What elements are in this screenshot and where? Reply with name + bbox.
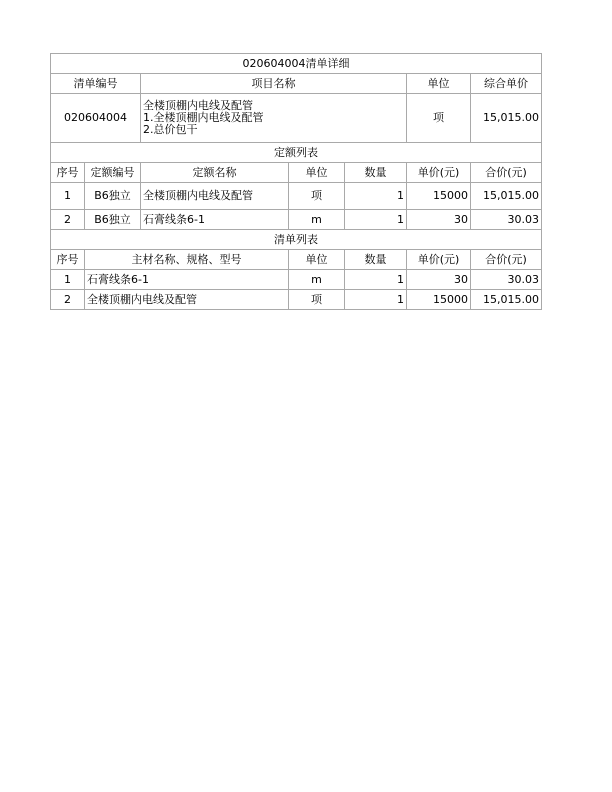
material-section-title: 清单列表 (51, 230, 542, 250)
quota-unit-price: 30 (407, 210, 471, 230)
column-header: 数量 (345, 250, 407, 270)
column-header: 数量 (345, 163, 407, 183)
table-row (51, 210, 542, 230)
material-header-row (51, 250, 542, 270)
item-name-line: 1.全楼顶棚内电线及配管 (143, 111, 264, 124)
bill-unit: 项 (407, 94, 471, 143)
table-row (51, 183, 542, 210)
quota-total-price: 30.03 (471, 210, 542, 230)
material-total-price: 30.03 (471, 270, 542, 290)
bill-composite-price: 15,015.00 (471, 94, 542, 143)
material-unit-price: 15000 (407, 290, 471, 310)
quota-code: B6独立 (85, 210, 141, 230)
column-header: 合价(元) (471, 250, 542, 270)
quota-unit: 项 (289, 183, 345, 210)
column-header: 序号 (51, 163, 85, 183)
material-quantity: 1 (345, 270, 407, 290)
material-section-title-row (51, 230, 542, 250)
row-index: 2 (51, 290, 85, 310)
quota-quantity: 1 (345, 183, 407, 210)
table-row (51, 290, 542, 310)
composite-price-header: 综合单价 (471, 74, 542, 94)
quota-total-price: 15,015.00 (471, 183, 542, 210)
item-name-line: 全楼顶棚内电线及配管 (143, 99, 253, 112)
column-header: 合价(元) (471, 163, 542, 183)
row-index: 2 (51, 210, 85, 230)
material-quantity: 1 (345, 290, 407, 310)
quota-section-title-row (51, 143, 542, 163)
bill-detail-table (50, 53, 542, 310)
quota-name: 全楼顶棚内电线及配管 (141, 183, 289, 210)
quota-unit: m (289, 210, 345, 230)
quota-quantity: 1 (345, 210, 407, 230)
bill-item-row (51, 94, 542, 143)
material-name: 石膏线条6-1 (85, 270, 289, 290)
row-index: 1 (51, 183, 85, 210)
item-name-line: 2.总价包干 (143, 123, 198, 136)
material-unit-price: 30 (407, 270, 471, 290)
title-row (51, 54, 542, 74)
column-header: 单价(元) (407, 163, 471, 183)
bill-code-header: 清单编号 (51, 74, 141, 94)
item-name-cell (141, 94, 407, 143)
quota-code: B6独立 (85, 183, 141, 210)
quota-section-title: 定额列表 (51, 143, 542, 163)
quota-name: 石膏线条6-1 (141, 210, 289, 230)
quota-unit-price: 15000 (407, 183, 471, 210)
column-header: 单位 (289, 163, 345, 183)
column-header: 定额名称 (141, 163, 289, 183)
column-header: 序号 (51, 250, 85, 270)
row-index: 1 (51, 270, 85, 290)
table-title: 020604004清单详细 (51, 54, 542, 74)
bill-code: 020604004 (51, 94, 141, 143)
column-header: 定额编号 (85, 163, 141, 183)
material-unit: m (289, 270, 345, 290)
unit-header: 单位 (407, 74, 471, 94)
table-row (51, 270, 542, 290)
quota-header-row (51, 163, 542, 183)
material-total-price: 15,015.00 (471, 290, 542, 310)
column-header: 单价(元) (407, 250, 471, 270)
material-unit: 项 (289, 290, 345, 310)
material-name: 全楼顶棚内电线及配管 (85, 290, 289, 310)
bill-header-row (51, 74, 542, 94)
column-header: 单位 (289, 250, 345, 270)
column-header: 主材名称、规格、型号 (85, 250, 289, 270)
item-name-header: 项目名称 (141, 74, 407, 94)
